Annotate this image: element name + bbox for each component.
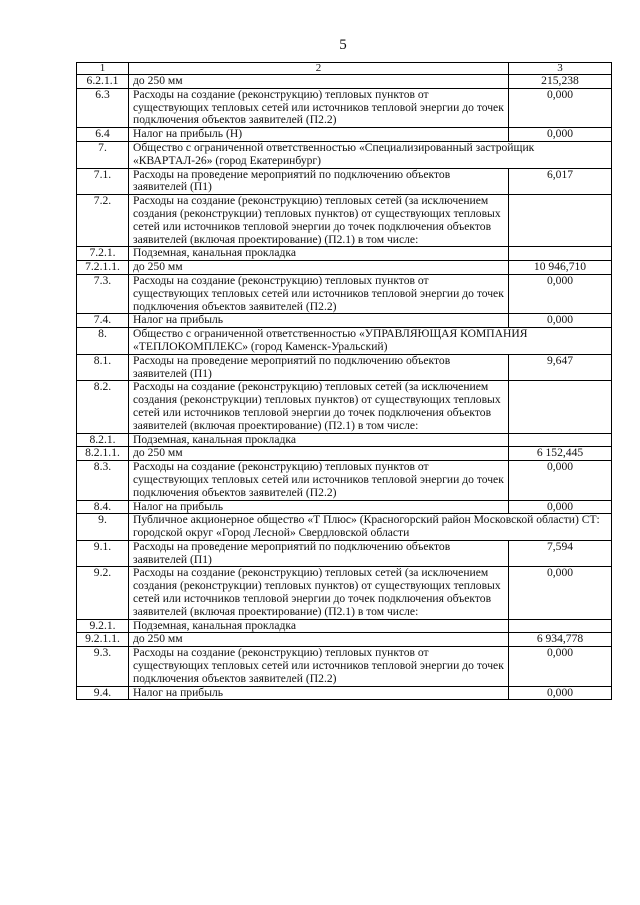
row-description: до 250 мм [129, 633, 509, 647]
organization-name: Общество с ограниченной ответственностью «УПРАВЛЯЮЩАЯ КОМПАНИЯ «ТЕПЛОКОМПЛЕКС» (город Каменск-Уральский) [129, 328, 612, 355]
table-row [77, 447, 612, 461]
row-number: 9.2.1.1. [77, 633, 129, 647]
row-value: 0,000 [509, 500, 612, 514]
organization-name: Общество с ограниченной ответственностью «Специализированный застройщик «КВАРТАЛ-26» (город Екатеринбург) [129, 141, 612, 168]
table-row [77, 314, 612, 328]
header-col-1: 1 [77, 63, 129, 75]
row-number: 8. [77, 328, 129, 355]
row-value: 215,238 [509, 75, 612, 89]
table-row [77, 381, 612, 433]
row-number: 8.2. [77, 381, 129, 433]
table-row [77, 514, 612, 541]
table-row [77, 647, 612, 686]
row-number: 6.4 [77, 128, 129, 142]
row-number: 8.1. [77, 354, 129, 381]
row-description: Расходы на создание (реконструкцию) тепловых пунктов от существующих тепловых сетей или источников тепловой энергии до точек подключения объектов заявителей (П2.2) [129, 647, 509, 686]
table-row [77, 88, 612, 127]
row-number: 6.3 [77, 88, 129, 127]
row-number: 9.2.1. [77, 619, 129, 633]
row-number: 9.2. [77, 567, 129, 619]
row-value: 9,647 [509, 354, 612, 381]
row-description: Расходы на создание (реконструкцию) тепловых сетей (за исключением создания (реконструкции) тепловых пунктов) от существующих тепловых сетей или источников тепловой энергии до точек подключения объектов заявителей (включая проектирование) (П2.1) в том числе: [129, 381, 509, 433]
table-row [77, 540, 612, 567]
row-value [509, 381, 612, 433]
table-row [77, 168, 612, 195]
table-row [77, 433, 612, 447]
table-row [77, 261, 612, 275]
row-number: 9.4. [77, 686, 129, 700]
row-description: Подземная, канальная прокладка [129, 433, 509, 447]
row-description: Расходы на проведение мероприятий по подключению объектов заявителей (П1) [129, 354, 509, 381]
table-row [77, 328, 612, 355]
row-number: 7. [77, 141, 129, 168]
row-description: Подземная, канальная прокладка [129, 247, 509, 261]
page-number: 5 [339, 37, 347, 53]
row-number: 9.3. [77, 647, 129, 686]
row-value [509, 195, 612, 247]
row-value: 0,000 [509, 88, 612, 127]
row-number: 8.2.1. [77, 433, 129, 447]
row-number: 8.2.1.1. [77, 447, 129, 461]
table-body [77, 63, 612, 700]
row-number: 8.4. [77, 500, 129, 514]
row-description: Расходы на создание (реконструкцию) тепловых пунктов от существующих тепловых сетей или источников тепловой энергии до точек подключения объектов заявителей (П2.2) [129, 88, 509, 127]
row-number: 8.3. [77, 461, 129, 500]
table-row [77, 686, 612, 700]
row-value: 0,000 [509, 567, 612, 619]
row-description: до 250 мм [129, 447, 509, 461]
row-number: 7.4. [77, 314, 129, 328]
row-description: Налог на прибыль [129, 686, 509, 700]
row-number: 6.2.1.1 [77, 75, 129, 89]
table-row [77, 500, 612, 514]
row-description: Расходы на проведение мероприятий по подключению объектов заявителей (П1) [129, 540, 509, 567]
row-value: 10 946,710 [509, 261, 612, 275]
table-row [77, 274, 612, 313]
row-value: 0,000 [509, 461, 612, 500]
header-col-2: 2 [129, 63, 509, 75]
tariff-table [76, 62, 612, 700]
table-row [77, 567, 612, 619]
row-description: Налог на прибыль (Н) [129, 128, 509, 142]
row-value: 0,000 [509, 274, 612, 313]
table-row [77, 128, 612, 142]
table-row [77, 354, 612, 381]
table-row [77, 141, 612, 168]
table-row [77, 75, 612, 89]
row-description: Налог на прибыль [129, 314, 509, 328]
table-row [77, 461, 612, 500]
row-description: до 250 мм [129, 75, 509, 89]
table-row [77, 247, 612, 261]
row-description: Расходы на создание (реконструкцию) тепловых сетей (за исключением создания (реконструкции) тепловых пунктов) от существующих тепловых сетей или источников тепловой энергии до точек подключения объектов заявителей (включая проектирование) (П2.1) в том числе: [129, 195, 509, 247]
row-description: Налог на прибыль [129, 500, 509, 514]
table-row [77, 195, 612, 247]
table-header-row [77, 63, 612, 75]
header-col-3: 3 [509, 63, 612, 75]
row-number: 7.3. [77, 274, 129, 313]
row-description: Расходы на создание (реконструкцию) тепловых сетей (за исключением создания (реконструкции) тепловых пунктов) от существующих тепловых сетей или источников тепловой энергии до точек подключения объектов заявителей (включая проектирование) (П2.1) в том числе: [129, 567, 509, 619]
row-number: 7.1. [77, 168, 129, 195]
row-description: до 250 мм [129, 261, 509, 275]
row-value: 0,000 [509, 314, 612, 328]
table-row [77, 619, 612, 633]
row-number: 7.2. [77, 195, 129, 247]
organization-name: Публичное акционерное общество «Т Плюс» (Красногорский район Московской области) СТ: городской округ «Город Лесной» Свердловской области [129, 514, 612, 541]
row-value: 0,000 [509, 686, 612, 700]
row-description: Расходы на создание (реконструкцию) тепловых пунктов от существующих тепловых сетей или источников тепловой энергии до точек подключения объектов заявителей (П2.2) [129, 274, 509, 313]
table-row [77, 633, 612, 647]
row-value: 7,594 [509, 540, 612, 567]
row-description: Подземная, канальная прокладка [129, 619, 509, 633]
row-number: 9. [77, 514, 129, 541]
row-description: Расходы на проведение мероприятий по подключению объектов заявителей (П1) [129, 168, 509, 195]
row-value: 0,000 [509, 128, 612, 142]
row-value [509, 247, 612, 261]
row-value: 6,017 [509, 168, 612, 195]
row-value [509, 619, 612, 633]
row-number: 9.1. [77, 540, 129, 567]
row-description: Расходы на создание (реконструкцию) тепловых пунктов от существующих тепловых сетей или источников тепловой энергии до точек подключения объектов заявителей (П2.2) [129, 461, 509, 500]
row-value: 6 152,445 [509, 447, 612, 461]
row-number: 7.2.1. [77, 247, 129, 261]
row-value [509, 433, 612, 447]
row-value: 6 934,778 [509, 633, 612, 647]
row-number: 7.2.1.1. [77, 261, 129, 275]
row-value: 0,000 [509, 647, 612, 686]
